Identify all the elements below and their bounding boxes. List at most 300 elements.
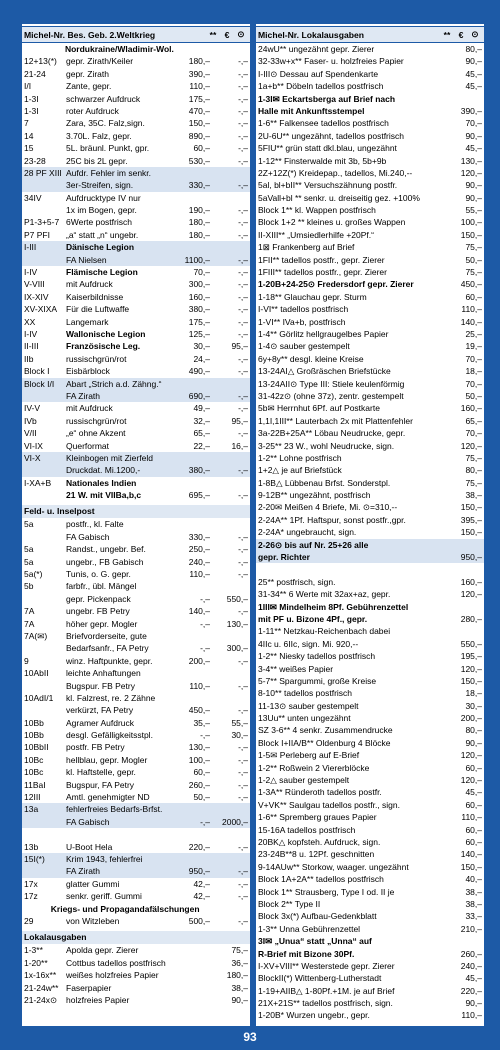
item-description: verkürzt, FA Petry: [66, 705, 134, 716]
item-description: Kaiserbildnisse: [66, 291, 124, 302]
catalog-row: [256, 179, 484, 191]
item-description: I-XV+VIII** Westerstede gepr. Zierer: [258, 960, 395, 971]
item-description: Aufdr. Fehler im senkr.: [66, 167, 152, 178]
catalog-row: [256, 886, 484, 898]
price-mint: 330,–: [188, 531, 210, 542]
item-description: 1-2△ sauber gestempelt: [258, 775, 350, 786]
catalog-row: [22, 903, 250, 915]
catalog-number: 21-24: [24, 68, 46, 79]
catalog-number: V/II: [24, 428, 37, 439]
item-description: Langemark: [66, 316, 109, 327]
catalog-row: [22, 944, 250, 956]
item-description: 1-20B* Wurzen ungebr., gepr.: [258, 1010, 370, 1021]
item-description: 1x im Bogen, gepr.: [66, 205, 137, 216]
price-mint: 450,–: [188, 705, 210, 716]
catalog-row: [256, 452, 484, 464]
item-description: 1-4⊙ sauber gestempelt: [258, 341, 350, 352]
price: 150,–: [460, 229, 482, 240]
price-mint: 180,–: [188, 217, 210, 228]
catalog-number: VI-X: [24, 452, 41, 463]
item-description: 3.70L. Falz, gepr.: [66, 130, 132, 141]
item-description: hellblau, gepr. Mogler: [66, 754, 148, 765]
price: 80,–: [465, 44, 482, 54]
item-description: gepr. Pickenpack: [66, 593, 131, 604]
price-used: 95,–: [231, 341, 248, 352]
catalog-row: [256, 985, 484, 997]
price: 75,–: [465, 452, 482, 463]
price-used: [210, 452, 250, 464]
catalog-number: 5a(*): [24, 569, 43, 580]
catalog-row: [256, 910, 484, 922]
catalog-row: [256, 489, 484, 501]
left-rows: [22, 43, 250, 501]
price: 80,–: [465, 465, 482, 476]
price-mint: 110,–: [189, 680, 210, 691]
catalog-number: 11BaI: [24, 779, 46, 790]
catalog-number: [22, 642, 66, 654]
item-description: 1III✉ Mindelheim 8Pf. Gebührenzettel: [258, 601, 409, 612]
catalog-row: [22, 741, 250, 753]
catalog-number: 21-24w**: [24, 982, 59, 993]
price-mint: [172, 378, 210, 390]
item-description: Nationales Indien: [66, 477, 137, 488]
catalog-number: 10Bc: [24, 754, 44, 765]
price-mint: 22,–: [193, 440, 210, 451]
catalog-number: [22, 903, 51, 915]
item-description: 1-6** Falkensee tadellos postfrisch: [258, 118, 389, 129]
price-mint: 42,–: [193, 878, 210, 889]
price-mint: [172, 452, 210, 464]
catalog-row: [256, 737, 484, 749]
price-mint: 200,–: [188, 655, 210, 666]
price-mint: -,–: [200, 643, 210, 654]
catalog-number: [22, 865, 66, 877]
item-description: 3er-Streifen, sign.: [66, 180, 134, 191]
price-used: -,–: [238, 316, 248, 327]
price-used: [210, 692, 250, 704]
header-used-symbol: ⊙: [471, 29, 479, 39]
item-description: „a“ statt „n“ ungebr.: [66, 229, 139, 240]
catalog-row: [22, 717, 250, 729]
item-description: farbfr., übl. Mängel: [66, 581, 137, 592]
catalog-number: IIb: [24, 353, 34, 364]
price: 240,–: [460, 960, 482, 971]
catalog-row: [22, 543, 250, 555]
catalog-number: [22, 828, 66, 840]
price: 38,–: [465, 898, 482, 909]
price-used: -,–: [238, 878, 248, 889]
item-description: mit Aufdruck: [66, 279, 113, 290]
item-description: 24wU** ungezähnt gepr. Zierer: [258, 44, 375, 54]
price-mint: 530,–: [188, 155, 210, 166]
catalog-number: 5a: [24, 544, 34, 555]
catalog-row: [256, 278, 484, 290]
catalog-row: [256, 663, 484, 675]
item-description: weißes holzfreies Papier: [66, 970, 159, 981]
item-description: 1FIII** tadellos postfr., gepr. Zierer: [258, 267, 387, 278]
item-description: 6y+8y** desgl. kleine Kreise: [258, 353, 364, 364]
price-used: -,–: [238, 556, 248, 567]
price-used: -,–: [238, 143, 248, 154]
catalog-row: [22, 803, 250, 815]
item-description: U-Boot Hela: [66, 841, 113, 852]
price: 120,–: [460, 167, 482, 178]
catalog-row: [256, 898, 484, 910]
catalog-number: I-IV: [24, 267, 38, 278]
catalog-number: 5b: [24, 581, 34, 592]
catalog-row: [256, 613, 484, 625]
price-used: -,–: [238, 304, 248, 315]
price-mint: 1100,–: [184, 254, 210, 265]
header-euro-symbol: €: [224, 29, 230, 40]
catalog-row: [256, 836, 484, 848]
catalog-row: [22, 43, 250, 55]
catalog-number: 1-3**: [24, 945, 43, 956]
catalog-row: [22, 93, 250, 105]
catalog-row: [22, 982, 250, 994]
price-used: [210, 630, 250, 642]
price: 140,–: [460, 849, 482, 860]
catalog-row: [22, 365, 250, 377]
catalog-row: [256, 514, 484, 526]
item-description: 23-24B**8 u. 12Pf. geschnitten: [258, 849, 375, 860]
catalog-row: [22, 489, 250, 501]
left-header: [22, 26, 250, 43]
price-used: [210, 518, 250, 530]
catalog-number: XX: [24, 316, 36, 327]
catalog-row: [256, 724, 484, 736]
price-mint: 30,–: [193, 341, 210, 352]
price-used: [210, 803, 250, 815]
price-used: -,–: [238, 155, 248, 166]
item-description: 11-13⊙ sauber gestempelt: [258, 700, 359, 711]
item-description: 31-42z⊙ (ohne 37z), zentr. gestempelt: [258, 390, 404, 401]
price-mint: [172, 192, 210, 204]
price: 60,–: [465, 762, 482, 773]
price-used: 90,–: [231, 994, 248, 1005]
catalog-number: 1x-16x**: [24, 970, 57, 981]
price: 50,–: [465, 390, 482, 401]
price-used: 130,–: [226, 618, 248, 629]
price: 70,–: [465, 378, 482, 389]
price-used: 95,–: [231, 415, 248, 426]
item-description: 5FIU** grün statt dkl.blau, ungezähnt: [258, 143, 397, 154]
price-used: -,–: [238, 465, 248, 476]
catalog-row: [256, 526, 484, 538]
item-description: Französische Leg.: [66, 341, 141, 352]
item-description: 1-3A** Ründeroth tadellos postfr.: [258, 787, 382, 798]
catalog-number: 5a: [24, 556, 34, 567]
item-description: mit PF u. Bizone 4Pf., gepr.: [258, 613, 368, 624]
item-description: 3-25** 23 W., wohl Neudrucke, sign.: [258, 440, 395, 451]
catalog-row: [256, 712, 484, 724]
price-mint: 390,–: [188, 68, 210, 79]
price-used: -,–: [238, 130, 248, 141]
item-description: Zante, gepr.: [66, 81, 112, 92]
price-used: 30,–: [231, 730, 248, 741]
item-description: 1,1I,1III** Lauterbach 2x mit Plattenfehler: [258, 415, 413, 426]
catalog-row: [256, 786, 484, 798]
item-description: Flämische Legion: [66, 267, 138, 278]
catalog-row: [256, 576, 484, 588]
price: 110,–: [461, 812, 482, 823]
item-description: 2-24A* ungebraucht, sign.: [258, 527, 357, 538]
item-description: FA Zirath: [66, 390, 101, 401]
price-used: 36,–: [231, 957, 248, 968]
price-mint: [172, 957, 210, 969]
catalog-row: [256, 440, 484, 452]
catalog-row: [256, 501, 484, 513]
catalog-row: [22, 704, 250, 716]
header-mint-symbol: **: [209, 29, 217, 40]
catalog-number: 10BbII: [24, 742, 49, 753]
header-euro-symbol: €: [458, 29, 464, 40]
item-description: ungebr. FB Petry: [66, 606, 130, 617]
catalog-row: [256, 291, 484, 303]
item-description: I-VI** tadellos postfrisch: [258, 304, 349, 315]
catalog-number: 21-24x⊙: [24, 994, 58, 1005]
price: 210,–: [460, 923, 482, 934]
catalog-row: [22, 692, 250, 704]
item-description: 21 W. mit VIIBa,b,c: [66, 490, 142, 501]
header-used-symbol: ⊙: [237, 29, 245, 39]
price-used: -,–: [238, 254, 248, 265]
catalog-row: [256, 117, 484, 129]
price-mint: 260,–: [188, 779, 210, 790]
catalog-number: 7A(✉): [24, 630, 48, 641]
catalog-row: [22, 378, 250, 390]
price-mint: 70,–: [193, 267, 210, 278]
item-description: 5aVall+bl ** senkr. u. dreiseitig gez. +100%: [258, 192, 420, 203]
price-mint: [172, 241, 210, 253]
price-used: -,–: [238, 866, 248, 877]
catalog-row: [256, 563, 484, 575]
catalog-row: [256, 762, 484, 774]
catalog-number: 1-20**: [24, 957, 48, 968]
catalog-row: [256, 241, 484, 253]
price-mint: [172, 630, 210, 642]
price-mint: [172, 982, 210, 994]
item-description: ungebr., FB Gabisch: [66, 556, 144, 567]
price-used: -,–: [238, 93, 248, 104]
catalog-row: [256, 687, 484, 699]
price-mint: -,–: [200, 593, 210, 604]
price-mint: [172, 853, 210, 865]
price: 450,–: [460, 279, 482, 290]
price: 110,–: [461, 304, 482, 315]
price: 60,–: [465, 837, 482, 847]
catalog-number: [22, 489, 66, 501]
catalog-row: [22, 105, 250, 117]
item-description: 1FII** tadellos postfr., gepr. Zierer: [258, 254, 385, 265]
catalog-number: 7A: [24, 618, 35, 629]
catalog-number: VI-IX: [24, 440, 43, 451]
item-description: 1-8B△ Lübbenau Brfst. Sonderstpl.: [258, 477, 391, 488]
item-description: roter Aufdruck: [66, 105, 119, 116]
catalog-row: [22, 853, 250, 865]
price: 45,–: [465, 68, 482, 79]
price: 70,–: [465, 428, 482, 439]
price: [444, 625, 484, 637]
catalog-row: [256, 328, 484, 340]
price-used: 180,–: [226, 970, 248, 981]
price-mint: 150,–: [188, 118, 210, 129]
catalog-row: [22, 155, 250, 167]
catalog-row: [256, 1009, 484, 1021]
price: 120,–: [460, 775, 482, 786]
item-description: winz. Haftpunkte, gepr.: [66, 655, 153, 666]
price-used: -,–: [238, 68, 248, 79]
item-description: 1-6** Spremberg graues Papier: [258, 812, 377, 823]
catalog-row: [22, 828, 250, 840]
price-used: [210, 241, 250, 253]
catalog-row: [256, 192, 484, 204]
catalog-row: [22, 204, 250, 216]
catalog-row: [22, 316, 250, 328]
catalog-row: [22, 477, 250, 489]
catalog-number: 7A: [24, 606, 35, 617]
item-description: [256, 563, 444, 575]
item-description: Zara, 35C. Falz,sign.: [66, 118, 145, 129]
catalog-row: [22, 254, 250, 266]
price: 38,–: [465, 490, 482, 501]
price: 120,–: [460, 750, 482, 761]
price-mint: -,–: [200, 816, 210, 827]
item-description: 1-VI** IVa+b, postfrisch: [258, 316, 346, 327]
price: 55,–: [465, 205, 482, 216]
catalog-row: [256, 799, 484, 811]
item-description: 2Z+12Z(*) Kreidepap., tadellos, Mi.240,--: [258, 167, 413, 178]
price-used: -,–: [238, 531, 248, 542]
price-mint: 65,–: [193, 428, 210, 439]
right-header-title: Michel-Nr. Lokalausgaben: [258, 29, 365, 40]
price: 45,–: [465, 787, 482, 798]
catalog-number: [22, 531, 66, 543]
price-mint: 240,–: [188, 556, 210, 567]
catalog-row: [256, 464, 484, 476]
catalog-row: [22, 580, 250, 592]
price-used: 550,–: [226, 593, 248, 604]
price-used: -,–: [238, 291, 248, 302]
item-description: Druckdat. Mi.1200,-: [66, 465, 141, 476]
item-description: 8-10** tadellos postfrisch: [258, 688, 353, 699]
item-description: Briefvorderseite, gute: [66, 630, 147, 641]
price-mint: [172, 969, 210, 981]
catalog-row: [22, 531, 250, 543]
catalog-row: [256, 55, 484, 67]
item-description: 20BK△ kopfsteh. Aufdruck, sign.: [258, 837, 381, 847]
catalog-row: [22, 915, 250, 927]
price-mint: 175,–: [188, 316, 210, 327]
price-mint: 32,–: [193, 415, 210, 426]
catalog-row: [22, 192, 250, 204]
item-description: 1-2** Niesky tadellos postfrisch: [258, 651, 376, 662]
item-description: 1a+b** Döbeln tadellos postfrisch: [258, 81, 384, 92]
price-mint: 300,–: [188, 279, 210, 290]
price: 75,–: [465, 267, 482, 278]
catalog-number: V-VIII: [24, 279, 45, 290]
item-description: Block 1+2 ** kleines u. großes Wappen: [258, 217, 406, 228]
catalog-number: I-XA+B: [24, 477, 52, 488]
price-used: -,–: [238, 81, 248, 92]
item-description: I-III⊙ Dessau auf Spendenkarte: [258, 68, 379, 79]
left-column: [22, 24, 250, 1026]
price: 70,–: [465, 353, 482, 364]
price-used: -,–: [238, 279, 248, 290]
price: 19,–: [465, 341, 482, 352]
catalog-row: [22, 841, 250, 853]
catalog-row: [22, 179, 250, 191]
catalog-number: XV-XIXA: [24, 304, 58, 315]
price-mint: 180,–: [188, 229, 210, 240]
catalog-row: [22, 353, 250, 365]
price: 80,–: [465, 725, 482, 736]
item-description: 5-7** Spargummi, große Kreise: [258, 675, 377, 686]
price: 90,–: [465, 56, 482, 67]
item-description: schwarzer Aufdruck: [66, 93, 141, 104]
price: 18,–: [465, 688, 482, 699]
price-used: -,–: [238, 366, 248, 377]
item-description: 1-5✉ Perleberg auf E-Brief: [258, 750, 360, 761]
catalog-row: [22, 630, 250, 642]
price-mint: -,–: [200, 618, 210, 629]
item-description: V+VK** Saulgau tadellos postfr., sign.: [258, 799, 400, 810]
price-used: 300,–: [226, 643, 248, 654]
item-description: russischgrün/rot: [66, 353, 127, 364]
catalog-row: [256, 997, 484, 1009]
price-mint: [172, 828, 210, 840]
item-description: 13-24AI△ Großräschen Briefstücke: [258, 366, 391, 377]
price-used: -,–: [238, 428, 248, 439]
item-description: desgl. Gefälligkeitsstpl.: [66, 730, 153, 741]
catalog-row: [256, 551, 484, 563]
catalog-row: [256, 142, 484, 154]
price: [444, 93, 484, 105]
catalog-row: [256, 204, 484, 216]
catalog-row: [256, 378, 484, 390]
catalog-row: [256, 155, 484, 167]
item-description: BlockII(*) Wittenberg-Lutherstadt: [258, 973, 382, 984]
item-description: 3a-22B+25A** Löbau Neudrucke, gepr.: [258, 428, 406, 439]
item-description: 1-20B+24-25⊙ Fredersdorf gepr. Zierer: [258, 279, 414, 290]
price-used: -,–: [238, 779, 248, 790]
catalog-row: [256, 650, 484, 662]
catalog-row: [22, 303, 250, 315]
catalog-row: [256, 700, 484, 712]
item-description: 1-11** Netzkau-Reichenbach dabei: [258, 626, 391, 637]
catalog-row: [22, 415, 250, 427]
catalog-row: [22, 518, 250, 530]
price-used: -,–: [238, 229, 248, 240]
price-used: -,–: [238, 891, 248, 902]
catalog-number: 23-28: [24, 155, 46, 166]
catalog-row: [22, 229, 250, 241]
item-description: Eisbärblock: [66, 366, 110, 377]
item-description: 2U-6U** ungezähnt, tadellos postfrisch: [258, 130, 404, 141]
price-mint: 250,–: [188, 544, 210, 555]
catalog-row: [256, 229, 484, 241]
price: 150,–: [460, 861, 482, 872]
catalog-row: [256, 601, 484, 613]
catalog-row: [256, 43, 484, 55]
item-description: R-Brief mit Bizone 30Pf.: [258, 948, 355, 959]
item-description: Block 1A+2A** tadellos postfrisch: [258, 874, 384, 885]
item-description: gepr. Richter: [258, 552, 310, 563]
catalog-row: [256, 873, 484, 885]
price-mint: [174, 43, 211, 55]
catalog-row: [22, 464, 250, 476]
item-description: holzfreies Papier: [66, 994, 130, 1005]
